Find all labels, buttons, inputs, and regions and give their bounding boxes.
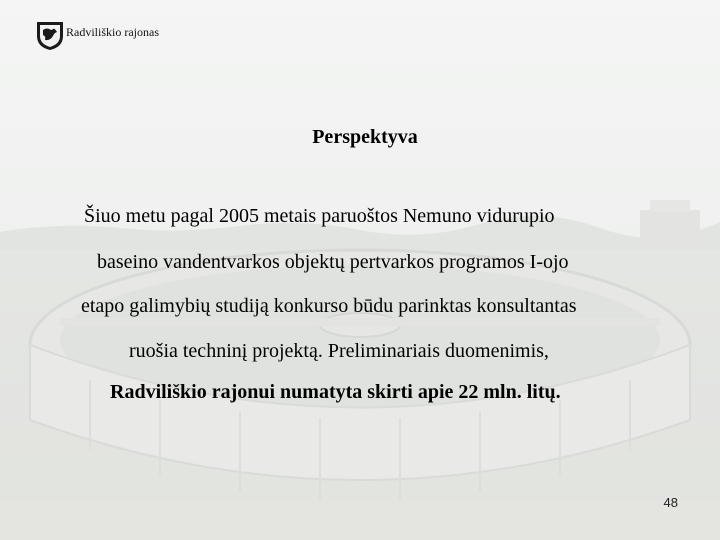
- slide-title: Perspektyva: [312, 126, 418, 148]
- coat-of-arms-icon: [36, 21, 64, 51]
- body-line: etapo galimybių studiją konkurso būdu parinktas konsultantas: [81, 295, 577, 317]
- page-number: 48: [663, 495, 678, 510]
- body-line: ruošia techninį projektą. Preliminariais duomenimis,: [129, 340, 549, 362]
- header-title: Radviliškio rajonas: [66, 25, 159, 39]
- body-line-emphasis: Radviliškio rajonui numatyta skirti apie 22 mln. litų.: [110, 381, 561, 403]
- header: [36, 21, 159, 51]
- body-line: Šiuo metu pagal 2005 metais paruoštos Nemuno vidurupio: [84, 205, 555, 227]
- body-line: baseino vandentvarkos objektų pertvarkos programos I-ojo: [97, 251, 569, 273]
